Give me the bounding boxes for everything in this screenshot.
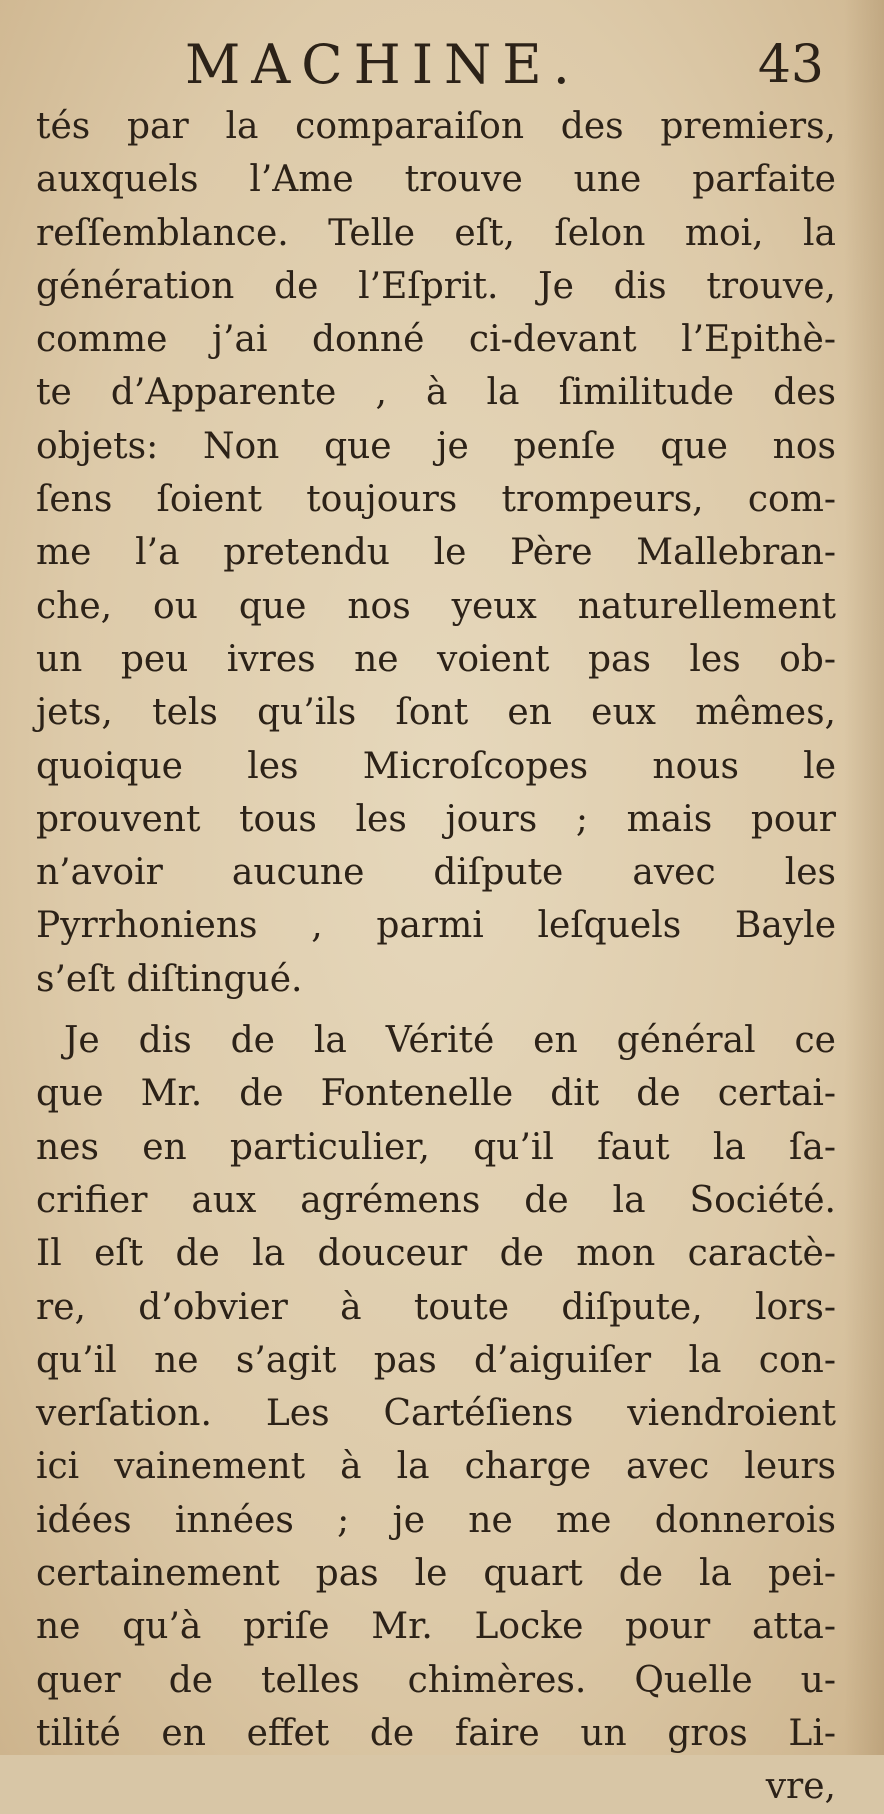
text-line: Je dis de la Vérité en général ce (64, 1020, 836, 1062)
paragraph-1 (36, 100, 836, 1006)
text-line: te d’Apparente , à la ſimilitude des (36, 372, 836, 414)
text-line: crifier aux agrémens de la Société. (36, 1179, 836, 1221)
paragraph-gap (36, 1006, 836, 1014)
text-line: que Mr. de Fontenelle dit de certai- (36, 1073, 836, 1115)
page-header (0, 30, 884, 100)
text-line: un peu ivres ne voient pas les ob- (36, 638, 836, 680)
text-line: génération de l’Eſprit. Je dis trouve, (36, 265, 836, 307)
running-title: MACHINE. (185, 33, 581, 96)
text-line: idées innées ; je ne me donnerois (36, 1499, 836, 1541)
text-line: quoique les Microſcopes nous le (36, 745, 836, 787)
text-line: me l’a pretendu le Père Mallebran- (36, 532, 836, 574)
paragraph-2 (36, 1014, 836, 1760)
text-line: qu’il ne s’agit pas d’aiguiſer la con- (36, 1339, 836, 1381)
text-line: reſſemblance. Telle eſt, ſelon moi, la (36, 212, 836, 254)
text-line: jets, tels qu’ils ſont en eux mêmes, (36, 692, 836, 734)
text-line: re, d’obvier à toute diſpute, lors- (36, 1286, 836, 1328)
text-line: Pyrrhoniens , parmi leſquels Bayle (36, 905, 836, 947)
text-line: s’eſt diſtingué. (36, 958, 303, 1000)
page-edge-shadow (844, 0, 884, 1755)
text-line: ici vainement à la charge avec leurs (36, 1446, 836, 1488)
text-line: objets: Non que je penſe que nos (36, 425, 836, 467)
text-line: tés par la comparaiſon des premiers, (36, 106, 836, 147)
page-number: 43 (757, 35, 824, 95)
text-line: auxquels l’Ame trouve une parfaite (36, 159, 836, 201)
text-line: ſens ſoient toujours trompeurs, com- (36, 479, 836, 521)
text-line: nes en particulier, qu’il faut la ſa- (36, 1126, 836, 1168)
text-line: tilité en effet de faire un gros Li- (36, 1712, 836, 1754)
catchword: vre, (765, 1766, 836, 1808)
text-line: certainement pas le quart de la pei- (36, 1553, 836, 1595)
text-line: verſation. Les Cartéſiens viendroient (36, 1393, 836, 1435)
text-line: n’avoir aucune diſpute avec les (36, 852, 836, 894)
text-line: quer de telles chimères. Quelle u- (36, 1659, 836, 1701)
text-line: prouvent tous les jours ; mais pour (36, 798, 836, 840)
text-line: Il eſt de la douceur de mon caractè- (36, 1233, 836, 1275)
text-line: che, ou que nos yeux naturellement (36, 585, 836, 627)
body-text (36, 100, 836, 1814)
text-line: comme j’ai donné ci-devant l’Epithè- (36, 319, 836, 361)
text-line: ne qu’à priſe Mr. Locke pour atta- (36, 1606, 836, 1648)
